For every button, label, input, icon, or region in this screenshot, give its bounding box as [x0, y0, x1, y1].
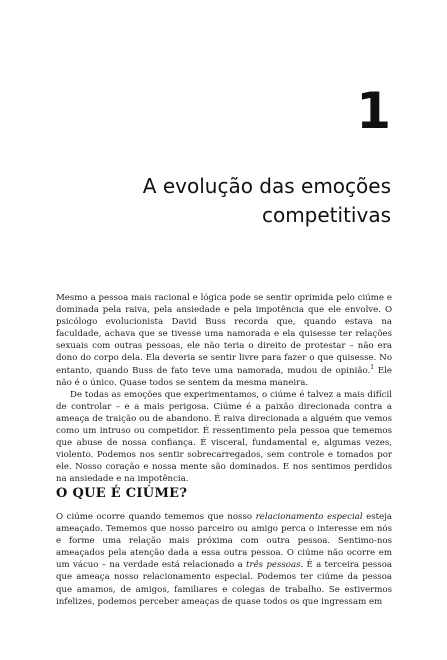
- intro-p1-text-b: Ele não é o único. Quase todos se sentem da mesma maneira.: [56, 365, 393, 388]
- section-p1-emphasis-2: três pessoas: [246, 560, 301, 571]
- section-paragraph-1: [56, 511, 392, 608]
- chapter-title-line-2: competitivas: [261, 203, 391, 227]
- section-heading: O QUE É CIÚME?: [56, 486, 188, 501]
- intro-paragraph-2: De todas as emoções que experimentamos, o ciúme é talvez a mais difícil de controlar – e a mais perigosa. Ciúme é a paixão direcionada contra a ameaça de traição ou de abandono. É raiva direcionada a alguém que vemos como um intruso ou competidor. É ressentimento pela pessoa que tememos que abuse de nossa confiança. É visceral, fundamental e, algumas vezes, violento. Podemos nos sentir sobrecarregados, sem controle e tomados por ele. Nosso coração e nossa mente são dominados. E nos sentimos perdidos na ansiedade e na impotência.: [56, 389, 392, 485]
- section-text: [56, 511, 392, 608]
- chapter-title: [71, 172, 391, 230]
- chapter-title-line-1: A evolução das emoções: [142, 174, 391, 198]
- section-p1-text-a: O ciúme ocorre quando tememos que nosso: [56, 512, 256, 522]
- footnote-marker: 1: [370, 363, 375, 371]
- section-p1-text-c: . É a terceira pessoa que ameaça nosso relacionamento especial. Podemos ter ciúme da pessoa que amamos, de amigos, familiares e colegas de trabalho. Se estivermos infelizes, podemos perceber ameaças de quase todos os que ingressam em: [56, 560, 393, 607]
- chapter-number: 1: [356, 82, 391, 140]
- section-p1-text-b: esteja ameaçado. Tememos que nosso parceiro ou amigo perca o interesse em nós e forme uma relação mais próxima com outra pessoa. Sentimo-nos ameaçados pela atenção dada a essa outra pessoa. O ciúme não ocorre em um vácuo – na verdade está relacionado a: [56, 512, 392, 571]
- section-p1-emphasis-1: relacionamento especial: [255, 512, 363, 522]
- intro-p1-text-a: Mesmo a pessoa mais racional e lógica pode se sentir oprimida pelo ciúme e dominada pela raiva, pela ansiedade e pela impotência que ele envolve. O psicólogo evolucionista David Buss recorda que, quando estava na faculdade, achava que se tivesse uma namorada e ela quisesse ter relações sexuais com outras pessoas, ele não teria o direito de protestar – não era dono do corpo dela. Ela deveria se sentir livre para fazer o que quisesse. No entanto, quando Buss de fato teve uma namorada, mudou de opinião.: [56, 293, 392, 376]
- intro-paragraph-1: [56, 292, 392, 389]
- intro-text: [56, 292, 392, 486]
